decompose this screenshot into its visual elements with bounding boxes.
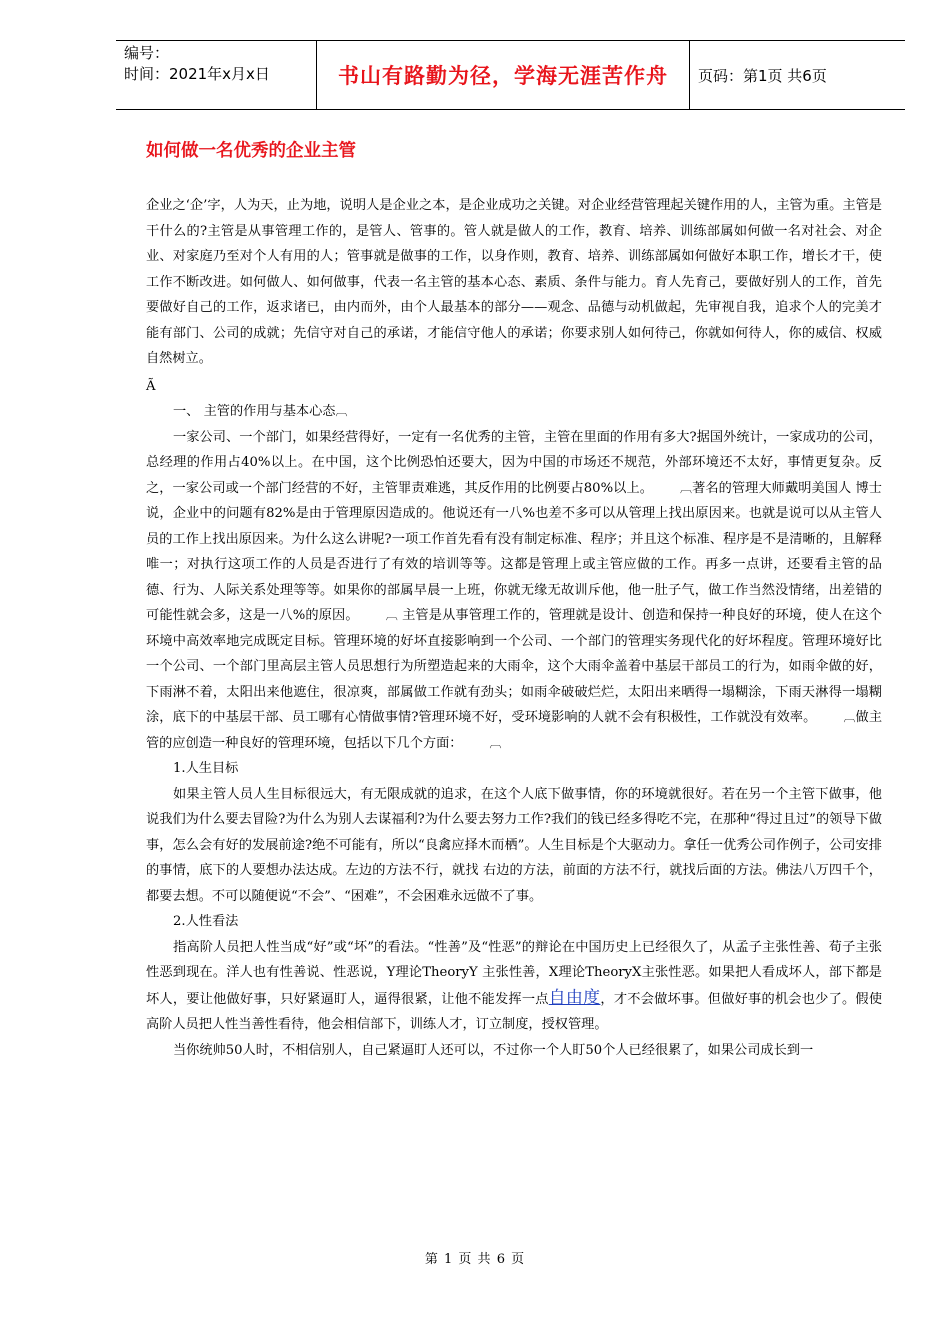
section1-text-d: 做主管的应创造一种良好的管理环境，包括以下几个方面： (146, 710, 883, 751)
section1-text-a: 一家公司、一个部门，如果经营得好，一定有一名优秀的主管，主管在里面的作用有多大?据国外统计，一家成功的公司，总经理的作用占40%以上。在中国，这个比例恐怕还要大，因为中国的市场还不规范，外部环境还不太好，事情更复杂。反之，一家公司或一个部门经营的不好，主管罪责难逃，其反作用的比例要占80%以上。 (146, 429, 882, 496)
item2-text-a: 指高阶人员把人性当成“好”或“坏”的看法。“性善”及“性恶”的辩论在中国历史上已经很久了，从孟子主张性善、荀子主张性恶到现在。洋人也有性善说、性恶说，Y理论TheoryY 主张性善，X理论TheoryX主张性恶。如果把人看成坏人，部下都是坏人，要让他做好事，只好紧逼盯人，逼得很紧，让他不能发挥一点 (146, 939, 882, 1007)
header-page-number: 页码：第1页 共6页 (698, 66, 827, 85)
format-mark: ︹ (489, 735, 502, 750)
section1-heading (146, 399, 882, 425)
format-mark: ︹ (385, 608, 398, 622)
header-info-cell (116, 41, 316, 109)
item2-heading: 2.人性看法 (173, 914, 239, 929)
freedom-link[interactable]: 自由度 (548, 987, 601, 1008)
document-number: 编号： (124, 44, 170, 62)
section1-heading-text: 一、 主管的作用与基本心态 (173, 404, 336, 419)
section1-paragraph (146, 425, 882, 757)
item2-text-b: ，才不会做坏事。但做好事的机会也少了。假使高阶人员把人性当善性看待，他会相信部下，训练人才，订立制度，授权管理。 (146, 991, 883, 1032)
document-time: 时间：2021年x月x日 (124, 65, 270, 83)
header-table (116, 40, 905, 110)
item2-paragraph-2: 当你统帅50人时，不相信别人，自己紧逼盯人还可以，不过你一个人盯50个人已经很累了，如果公司成长到一 (173, 1042, 814, 1058)
item1-heading: 1.人生目标 (173, 761, 239, 776)
item1-paragraph: 如果主管人员人生目标很远大，有无限成就的追求，在这个人底下做事情，你的环境就很好。若在另一个主管下做事，他说我们为什么要去冒险?为什么为别人去谋福利?为什么要去努力工作?我们的钱已经多得吃不完，在那种“得过且过”的领导下做事，怎么会有好的发展前途?绝不可能有，所以“良禽应择木而栖”。人生目标是个大驱动力。拿任一优秀公司作例子，公司安排的事情，底下的人要想办法达成。左边的方法不行，就找 右边的方法，前面的方法不行，就找后面的方法。佛法八万四千个，都要去想。不可以随便说“不会”、“困难”，不会困难永远做不了事。 (146, 786, 882, 904)
page-footer: 第 1 页 共 6 页 (424, 1252, 526, 1267)
intro-paragraph: 企业之‘企’字，人为天，止为地，说明人是企业之本，是企业成功之关键。对企业经营管理起关键作用的人，主管为重。主管是干什么的?主管是从事管理工作的，是管人、管事的。管人就是做人的工作，教育、培养、训练部属如何做一名对社会、对企业、对家庭乃至对个人有用的人；管事就是做事的工作，以身作则，教育、培养、训练部属如何做好本职工作，增长才干，使工作不断改进。如何做人、如何做事，代表一名主管的基本心态、素质、条件与能力。育人先育己，要做好别人的工作，首先要做好自己的工作，返求诸已，由内而外，由个人最基本的部分——观念、品德与动机做起，先审视自我，追求个人的完美才能有部门、公司的成就；先信守对自己的承诺，才能信守他人的承诺；你要求别人如何待己，你就如何待人，你的威信、权威自然树立。 (146, 198, 882, 366)
header-page-cell (690, 41, 905, 109)
section1-text-c: 主管是从事管理工作的，管理就是设计、创造和保持一种良好的环境，使人在这个环境中高效率地完成既定目标。管理环境的好坏直接影响到一个公司、一个部门的管理实务现代化的好坏程度。管理环境好比一个公司、一个部门里高层主管人员思想行为所塑造起来的大雨伞，这个大雨伞盖着中基层干部员工的行为，如雨伞做的好，下雨淋不着，太阳出来他遮住，很凉爽，部属做工作就有劲头；如雨伞破破烂烂，太阳出来晒得一塌糊涂，下雨天淋得一塌糊涂，底下的中基层干部、员工哪有心情做事情?管理环境不好，受环境影响的人就不会有积极性，工作就没有效率。 (146, 608, 882, 725)
stray-symbol: Ã (146, 378, 156, 394)
header-motto: 书山有路勤为径，学海无涯苦作舟 (338, 64, 668, 88)
header-motto-cell (316, 41, 690, 109)
format-mark: ︹ (843, 710, 856, 724)
format-mark: ︹ (679, 480, 692, 495)
format-mark: ︹ (335, 404, 348, 418)
document-title: 如何做一名优秀的企业主管 (146, 141, 356, 161)
item2-paragraph (146, 935, 882, 1038)
document-body (146, 193, 882, 1063)
section1-text-b: 著名的管理大师戴明美国人 博士说，企业中的问题有82%是由于管理原因造成的。他说还有一八%也差不多可以从管理上找出原因来。也就是说可以从主管人员的工作上找出原因来。为什么这么讲呢?一项工作首先看有没有制定标准、程序；并且这个标准、程序是不是清晰的，且解释唯一；对执行这项工作的人员是否进行了有效的培训等等。这都是管理上或主管应做的工作。再多一点讲，还要看主管的品德、行为、人际关系处理等等。如果你的部属早晨一上班，你就无缘无故训斥他，他一肚子气，做工作当然没情绪，出差错的可能性就会多，这是一八%的原因。 (146, 480, 882, 623)
